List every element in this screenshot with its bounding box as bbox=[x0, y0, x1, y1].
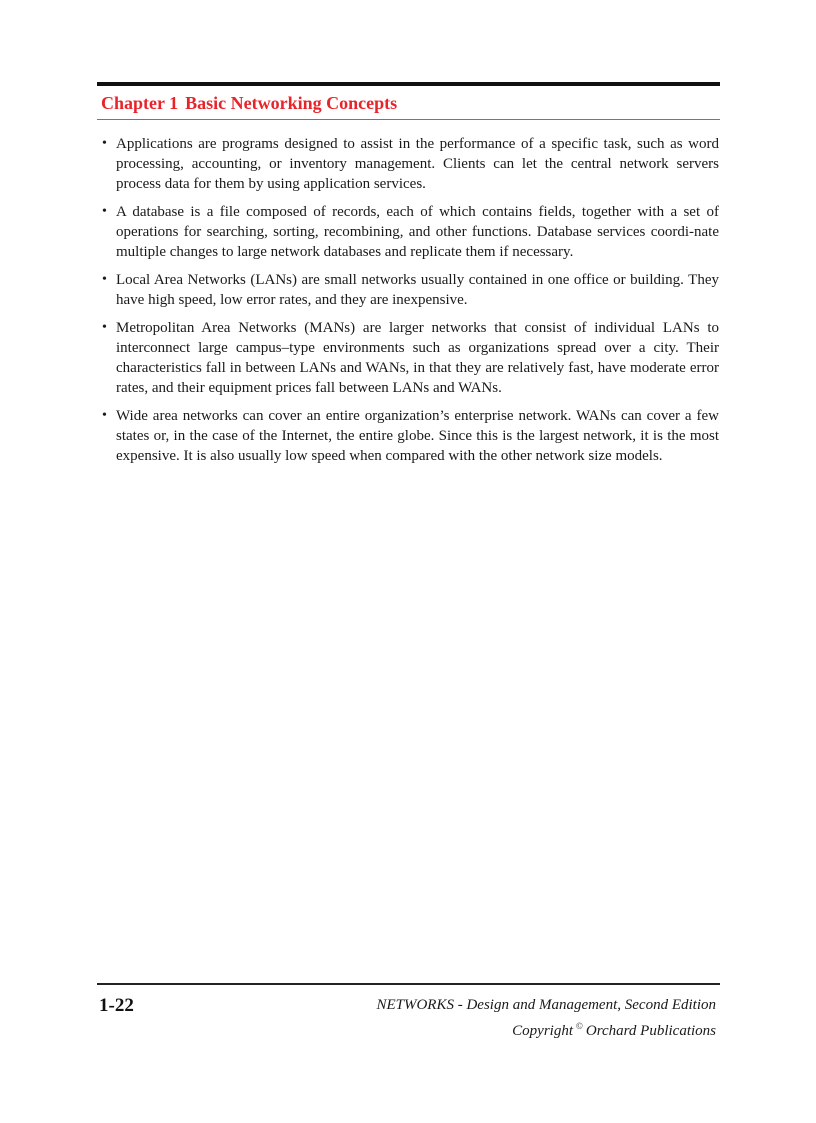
list-item-database bbox=[102, 202, 719, 262]
header-rule-thin bbox=[97, 119, 720, 120]
page-number: 1-22 bbox=[99, 995, 134, 1016]
book-title: NETWORKS - Design and Management, Second Edition bbox=[376, 997, 716, 1013]
bullet-icon: • bbox=[102, 136, 107, 151]
list-item-man bbox=[102, 318, 719, 398]
chapter-title: Basic Networking Concepts bbox=[185, 93, 398, 113]
copyright-line bbox=[512, 1021, 716, 1040]
chapter-heading bbox=[101, 93, 720, 113]
bullet-icon: • bbox=[102, 272, 107, 287]
page-footer bbox=[97, 983, 720, 1039]
bullet-list bbox=[102, 134, 719, 474]
bullet-text: Metropolitan Area Networks (MANs) are larger networks that consist of individual LANs to interconnect large campus–type environments such as organizations spread over a city. Their characteristics fall in between LANs and WANs, in that they are relatively fast, have moderate error rates, and their equipment prices fall between LANs and WANs. bbox=[116, 320, 719, 396]
footer-rule bbox=[97, 983, 720, 985]
bullet-icon: • bbox=[102, 408, 107, 423]
bullet-text: Applications are programs designed to assist in the performance of a specific task, such as word processing, accounting, or inventory management. Clients can let the central network servers process data for them by using application services. bbox=[116, 136, 719, 192]
publisher-name: Orchard Publications bbox=[585, 1023, 716, 1039]
list-item-wan bbox=[102, 406, 719, 466]
page-header bbox=[97, 82, 720, 120]
list-item-lan bbox=[102, 270, 719, 310]
header-rule-thick bbox=[97, 82, 720, 86]
bullet-icon: • bbox=[102, 320, 107, 335]
bullet-text: Local Area Networks (LANs) are small networks usually contained in one office or building. They have high speed, low error rates, and they are inexpensive. bbox=[116, 272, 719, 308]
bullet-text: A database is a file composed of records, each of which contains fields, together with a set of operations for searching, sorting, recombining, and other functions. Database services coordi-nate multiple changes to large network databases and replicate them if necessary. bbox=[116, 204, 719, 260]
chapter-label: Chapter 1 bbox=[101, 93, 179, 113]
bullet-text: Wide area networks can cover an entire organization’s enterprise network. WANs can cover a few states or, in the case of the Internet, the entire globe. Since this is the largest network, it is the most expensive. It is also usually low speed when compared with the other network size models. bbox=[116, 408, 719, 464]
copyright-symbol: © bbox=[576, 1021, 583, 1031]
list-item-applications bbox=[102, 134, 719, 194]
copyright-word: Copyright bbox=[512, 1023, 574, 1039]
bullet-icon: • bbox=[102, 204, 107, 219]
